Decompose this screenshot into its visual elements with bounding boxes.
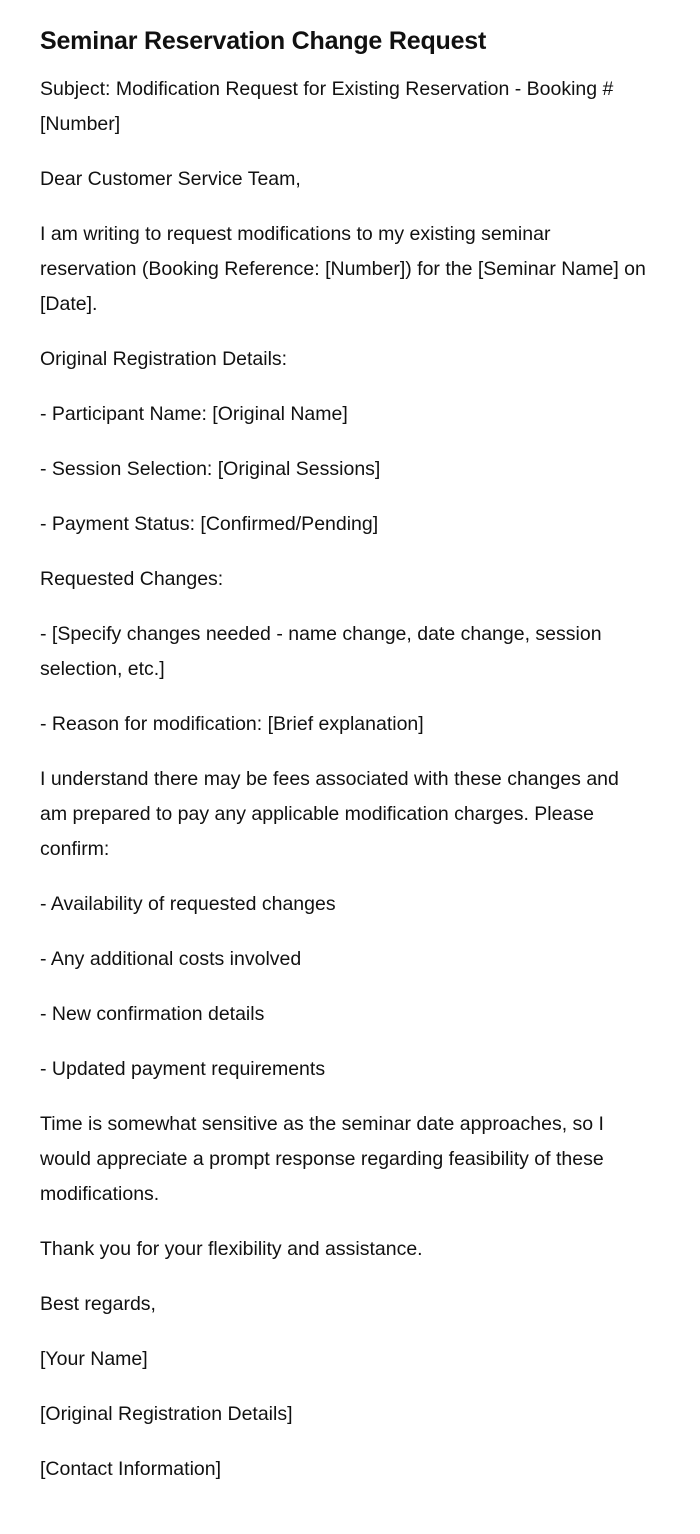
list-item-changes-needed: - [Specify changes needed - name change, date change, session selection, etc.] bbox=[40, 623, 602, 680]
subject-line: Subject: Modification Request for Existing Reservation - Booking #[Number] bbox=[40, 78, 614, 135]
closing-line: Best regards, bbox=[40, 1293, 156, 1315]
section-heading-requested-changes: Requested Changes: bbox=[40, 568, 224, 590]
thanks-line: Thank you for your flexibility and assistance. bbox=[40, 1238, 423, 1260]
salutation: Dear Customer Service Team, bbox=[40, 168, 301, 190]
signature-registration-details: [Original Registration Details] bbox=[40, 1403, 293, 1425]
intro-paragraph: I am writing to request modifications to my existing seminar reservation (Booking Reference: [Number]) for the [Seminar Name] on [Date]. bbox=[40, 223, 646, 315]
signature-contact-info: [Contact Information] bbox=[40, 1458, 222, 1480]
list-item-additional-costs: - Any additional costs involved bbox=[40, 948, 302, 970]
list-item-availability: - Availability of requested changes bbox=[40, 893, 336, 915]
list-item-participant-name: - Participant Name: [Original Name] bbox=[40, 403, 348, 425]
signature-name: [Your Name] bbox=[40, 1348, 148, 1370]
list-item-reason: - Reason for modification: [Brief explanation] bbox=[40, 713, 424, 735]
urgency-paragraph: Time is somewhat sensitive as the seminar date approaches, so I would appreciate a prompt response regarding feasibility of these modifications. bbox=[40, 1113, 604, 1205]
list-item-confirmation-details: - New confirmation details bbox=[40, 1003, 265, 1025]
fees-paragraph: I understand there may be fees associated with these changes and am prepared to pay any applicable modification charges. Please confirm: bbox=[40, 768, 619, 860]
document-title: Seminar Reservation Change Request bbox=[40, 27, 487, 55]
list-item-payment-status: - Payment Status: [Confirmed/Pending] bbox=[40, 513, 379, 535]
section-heading-original-details: Original Registration Details: bbox=[40, 348, 288, 370]
list-item-session-selection: - Session Selection: [Original Sessions] bbox=[40, 458, 381, 480]
list-item-payment-requirements: - Updated payment requirements bbox=[40, 1058, 326, 1080]
